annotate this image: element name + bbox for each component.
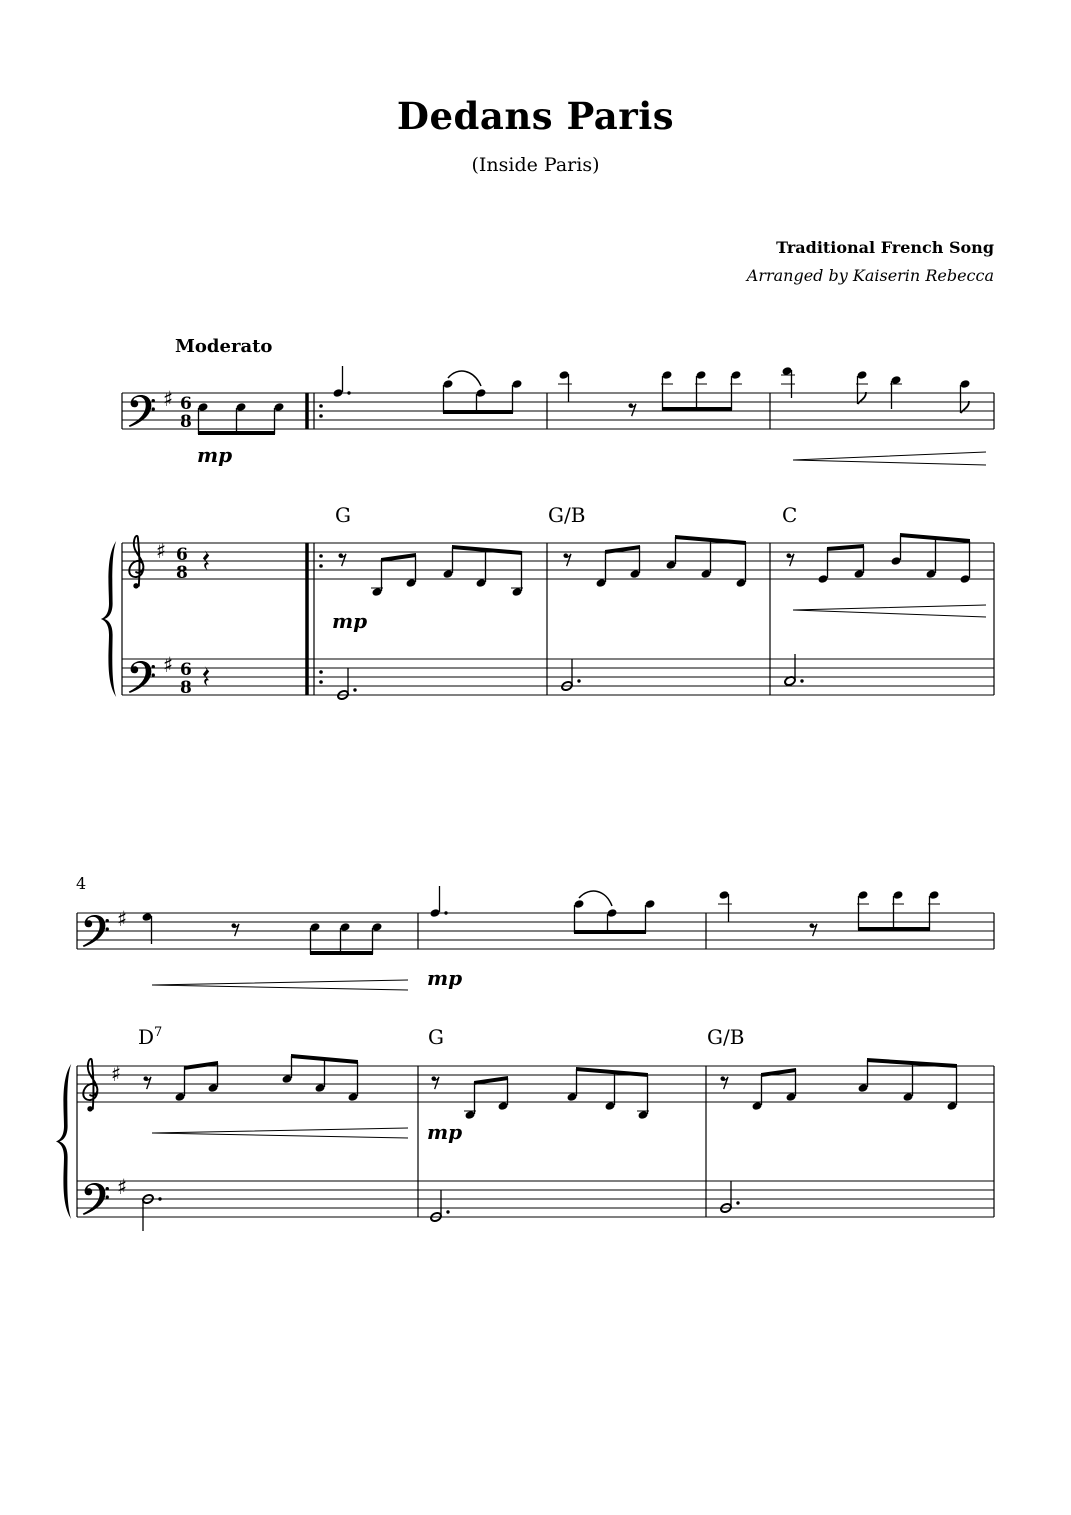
solo-measure-3	[781, 366, 971, 413]
piano-rh-measure-3	[786, 533, 970, 584]
composer-credit: Traditional French Song	[776, 238, 994, 257]
brace-icon	[56, 1064, 71, 1219]
sharp-icon: ♯	[111, 1062, 122, 1086]
piano-treble-staff-lines	[77, 1066, 994, 1102]
chord-symbol: G	[428, 1025, 444, 1049]
dynamic-mp: mp	[197, 443, 233, 467]
quarter-rest-icon	[203, 666, 209, 686]
chord-symbol: G/B	[707, 1025, 745, 1049]
time-sig-bottom: 8	[176, 563, 188, 583]
piano-rh-measure-1	[338, 545, 523, 597]
treble-clef-icon	[129, 536, 143, 589]
solo-measure-1	[332, 366, 522, 414]
crescendo-hairpin	[793, 605, 986, 617]
sharp-icon: ♯	[163, 387, 174, 411]
piano-lh-measures	[142, 1181, 740, 1231]
time-sig-bottom: 8	[180, 678, 192, 698]
system-2	[56, 874, 994, 1231]
time-sig-top: 6	[180, 394, 192, 414]
song-title: Dedans Paris	[396, 94, 675, 138]
sharp-icon: ♯	[163, 653, 174, 677]
chord-symbol: G	[335, 503, 351, 527]
piano-bass-staff-lines	[122, 659, 994, 695]
tempo-marking: Moderato	[175, 336, 273, 357]
time-sig-top: 6	[176, 545, 188, 565]
decrescendo-hairpin	[152, 1128, 408, 1138]
dynamic-mp: mp	[427, 966, 463, 990]
arranger-credit: Arranged by Kaiserin Rebecca	[746, 266, 994, 285]
system-1	[101, 366, 994, 701]
dynamic-mp: mp	[427, 1120, 463, 1144]
brace-icon	[101, 541, 116, 697]
solo-staff-lines	[77, 913, 994, 949]
song-subtitle: (Inside Paris)	[471, 154, 600, 176]
crescendo-hairpin	[793, 452, 986, 465]
measure-number: 4	[76, 874, 87, 893]
dynamic-mp: mp	[332, 609, 368, 633]
piano-bass-staff-lines	[77, 1181, 994, 1217]
solo-measure-5	[429, 886, 655, 934]
piano-rh-measure-4	[143, 1054, 358, 1102]
chord-symbol: C	[782, 503, 798, 527]
treble-clef-icon	[83, 1059, 97, 1112]
chord-symbol: G/B	[548, 503, 586, 527]
sharp-icon: ♯	[156, 539, 167, 563]
sharp-icon: ♯	[117, 1175, 128, 1199]
repeat-start-piano	[307, 543, 323, 695]
chord-symbol: $D^7$	[138, 1025, 163, 1049]
time-sig-bottom: 8	[180, 412, 192, 432]
decrescendo-hairpin	[152, 980, 408, 990]
time-sig-top: 6	[180, 660, 192, 680]
solo-pickup-notes	[197, 402, 284, 435]
sharp-icon: ♯	[117, 907, 128, 931]
quarter-rest-icon	[203, 550, 209, 570]
